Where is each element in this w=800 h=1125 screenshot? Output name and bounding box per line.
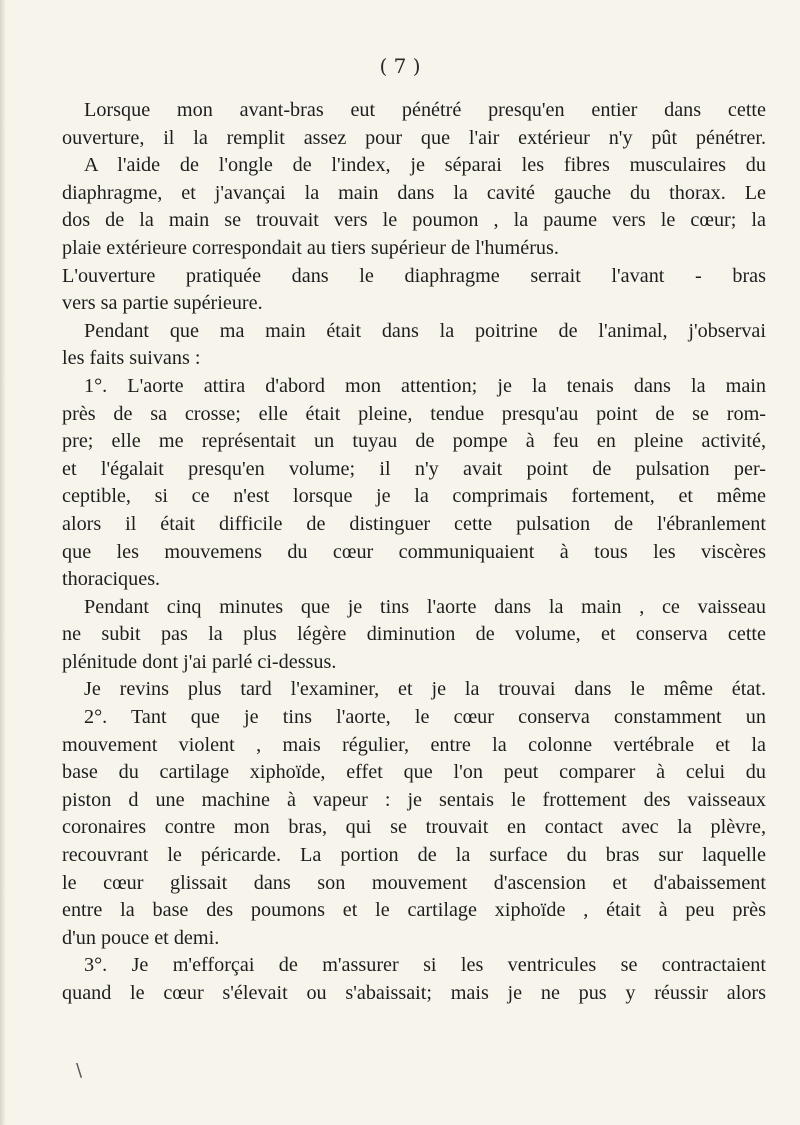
text-line: piston d une machine à vapeur : je sentais le frottement des vaisseaux <box>62 788 766 811</box>
text-line: le cœur glissait dans son mouvement d'ascension et d'abaissement <box>62 871 766 894</box>
text-line: plénitude dont j'ai parlé ci-dessus. <box>62 650 337 673</box>
text-line: entre la base des poumons et le cartilage xiphoïde , était à peu près <box>62 899 766 922</box>
text-line: plaie extérieure correspondait au tiers supérieur de l'humérus. <box>62 236 559 259</box>
text-line: thoraciques. <box>62 568 161 591</box>
text-line: pre; elle me représentait un tuyau de pompe à feu en pleine activité, <box>62 430 766 453</box>
text-line: ceptible, si ce n'est lorsque je la comprimais fortement, et même <box>62 485 766 508</box>
text-line: vers sa partie supérieure. <box>62 292 263 315</box>
page-number: ( 7 ) <box>379 54 421 78</box>
text-line: coronaires contre mon bras, qui se trouvait en contact avec la plèvre, <box>62 816 766 839</box>
text-line: et l'égalait presqu'en volume; il n'y avait point de pulsation per- <box>62 457 766 480</box>
text-line: ouverture, il la remplit assez pour que l'air extérieur n'y pût pénétrer. <box>62 126 766 149</box>
text-line: recouvrant le péricarde. La portion de la surface du bras sur laquelle <box>62 844 766 867</box>
text-line: quand le cœur s'élevait ou s'abaissait; mais je ne pus y réussir alors <box>62 982 766 1004</box>
text-line: mouvement violent , mais régulier, entre la colonne vertébrale et la <box>62 733 766 756</box>
text-line: Je revins plus tard l'examiner, et je la trouvai dans le même état. <box>84 678 766 701</box>
page-edge-shadow <box>0 0 6 1125</box>
text-line: alors il était difficile de distinguer cette pulsation de l'ébranlement <box>62 512 766 535</box>
text-line: ne subit pas la plus légère diminution de volume, et conserva cette <box>62 623 766 646</box>
stray-ink-mark: \ <box>76 1060 83 1081</box>
text-line: Pendant cinq minutes que je tins l'aorte dans la main , ce vaisseau <box>84 595 766 618</box>
text-line: 3°. Je m'efforçai de m'assurer si les ventricules se contractaient <box>84 954 766 977</box>
text-line: d'un pouce et demi. <box>62 926 220 949</box>
text-line: Lorsque mon avant-bras eut pénétré presqu'en entier dans cette <box>84 99 766 121</box>
text-line: A l'aide de l'ongle de l'index, je séparai les fibres musculaires du <box>84 154 766 177</box>
text-line: 1°. L'aorte attira d'abord mon attention; je la tenais dans la main <box>84 374 766 397</box>
text-line: dos de la main se trouvait vers le poumon , la paume vers le cœur; la <box>62 209 766 232</box>
text-line: diaphragme, et j'avançai la main dans la cavité gauche du thorax. Le <box>62 181 766 204</box>
text-line: base du cartilage xiphoïde, effet que l'on peut comparer à celui du <box>62 761 766 784</box>
text-line: près de sa crosse; elle était pleine, tendue presqu'au point de se rom- <box>62 402 766 425</box>
text-line: 2°. Tant que je tins l'aorte, le cœur conserva constamment un <box>84 706 766 729</box>
text-line: que les mouvemens du cœur communiquaient à tous les viscères <box>62 540 766 563</box>
text-line: Pendant que ma main était dans la poitrine de l'animal, j'observai <box>84 319 766 342</box>
text-line: L'ouverture pratiquée dans le diaphragme serrait l'avant - bras <box>62 264 766 287</box>
text-line: les faits suivans : <box>62 347 201 370</box>
body-text <box>62 97 766 1008</box>
